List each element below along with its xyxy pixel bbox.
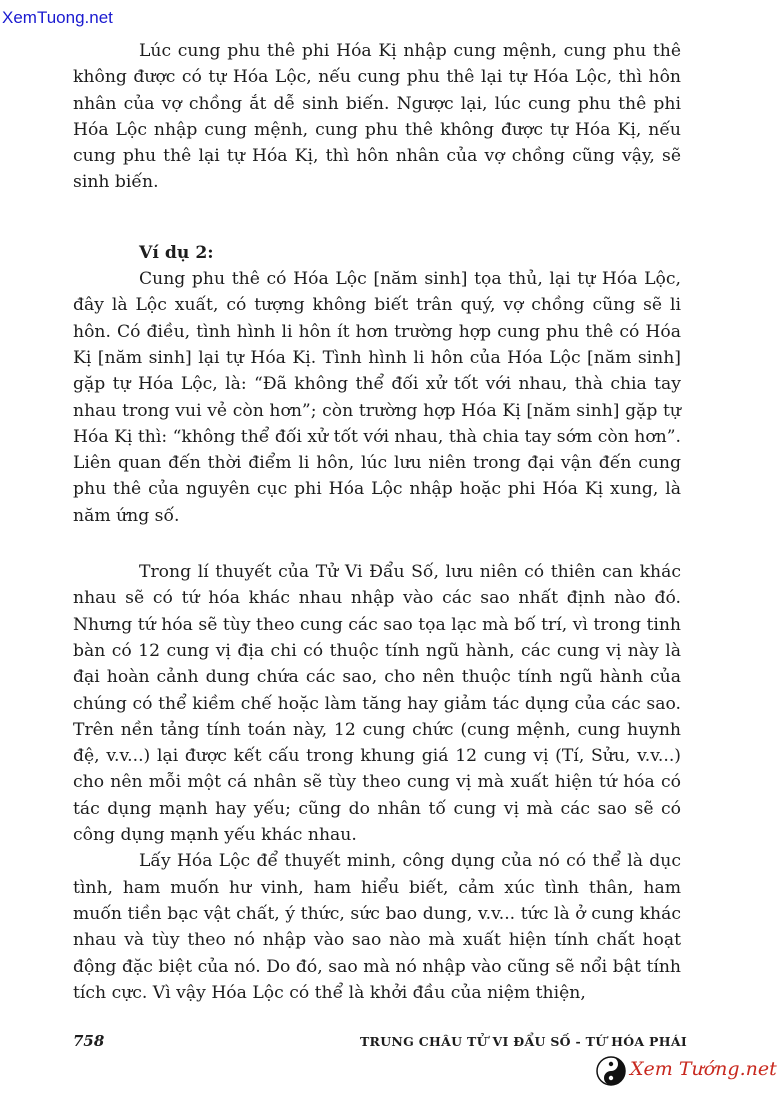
page-body (73, 38, 681, 1006)
running-title: TRUNG CHÂU TỬ VI ĐẨU SỐ - TỨ HÓA PHÁI (359, 1034, 687, 1049)
page-number: 758 (73, 1032, 105, 1050)
paragraph-2: Cung phu thê có Hóa Lộc [năm sinh] tọa thủ, lại tự Hóa Lộc, đây là Lộc xuất, có tượng không biết trân quý, vợ chồng cũng sẽ li hôn. Có điều, tình hình li hôn ít hơn trường hợp cung phu thê có Hóa Kị [năm sinh] lại tự Hóa Kị. Tình hình li hôn của Hóa Lộc [năm sinh] gặp tự Hóa Lộc, là: “Đã không thể đối xử tốt với nhau, thà chia tay nhau trong vui vẻ còn hơn”; còn trường hợp Hóa Kị [năm sinh] gặp tự Hóa Kị thì: “không thể đối xử tốt với nhau, thà chia tay sớm còn hơn”. Liên quan đến thời điểm li hôn, lúc lưu niên trong đại vận đến cung phu thê của nguyên cục phi Hóa Lộc nhập hoặc phi Hóa Kị xung, là năm ứng số. (73, 269, 681, 526)
site-logo (596, 1052, 777, 1092)
yin-yang-icon (596, 1056, 626, 1086)
watermark-site-name: XemTuong.net (2, 8, 113, 27)
paragraph-4: Lấy Hóa Lộc để thuyết minh, công dụng của nó có thể là dục tình, ham muốn hư vinh, ham hiểu biết, cảm xúc tình thân, ham muốn tiền bạc vật chất, ý thức, sức bao dung, v.v... tức là ở cung khác nhau và tùy theo nó nhập vào sao nào mà xuất hiện tính chất hoạt động đặc biệt của nó. Do đó, sao mà nó nhập vào cũng sẽ nổi bật tính tích cực. Vì vậy Hóa Lộc có thể là khởi đầu của niệm thiện, (73, 851, 681, 1003)
paragraph-1: Lúc cung phu thê phi Hóa Kị nhập cung mệnh, cung phu thê không được có tự Hóa Lộc, nếu cung phu thê lại tự Hóa Lộc, thì hôn nhân của vợ chồng ắt dễ sinh biến. Ngược lại, lúc cung phu thê phi Hóa Lộc nhập cung mệnh, cung phu thê không được tự Hóa Kị, nếu cung phu thê lại tự Hóa Kị, thì hôn nhân của vợ chồng cũng vậy, sẽ sinh biến. (73, 41, 681, 193)
logo-wordmark: Xem Tướng.net (630, 1058, 777, 1080)
paragraph-3: Trong lí thuyết của Tử Vi Đẩu Số, lưu niên có thiên can khác nhau sẽ có tứ hóa khác nhau nhập vào các sao nhất định nào đó. Nhưng tứ hóa sẽ tùy theo cung các sao tọa lạc mà bố trí, vì trong tinh bàn có 12 cung vị địa chi có thuộc tính ngũ hành, các cung vị này là đại hoàn cảnh dung chứa các sao, cho nên thuộc tính ngũ hành của chúng có thể kiềm chế hoặc làm tăng hay giảm tác dụng của các sao. Trên nền tảng tính toán này, 12 cung chức (cung mệnh, cung huynh đệ, v.v...) lại được kết cấu trong khung giá 12 cung vị (Tí, Sửu, v.v...) cho nên mỗi một cá nhân sẽ tùy theo cung vị mà xuất hiện tứ hóa có tác dụng mạnh hay yếu; cũng do nhân tố cung vị mà các sao sẽ có công dụng mạnh yếu khác nhau. (73, 562, 681, 846)
example-heading: Ví dụ 2: (139, 242, 214, 263)
